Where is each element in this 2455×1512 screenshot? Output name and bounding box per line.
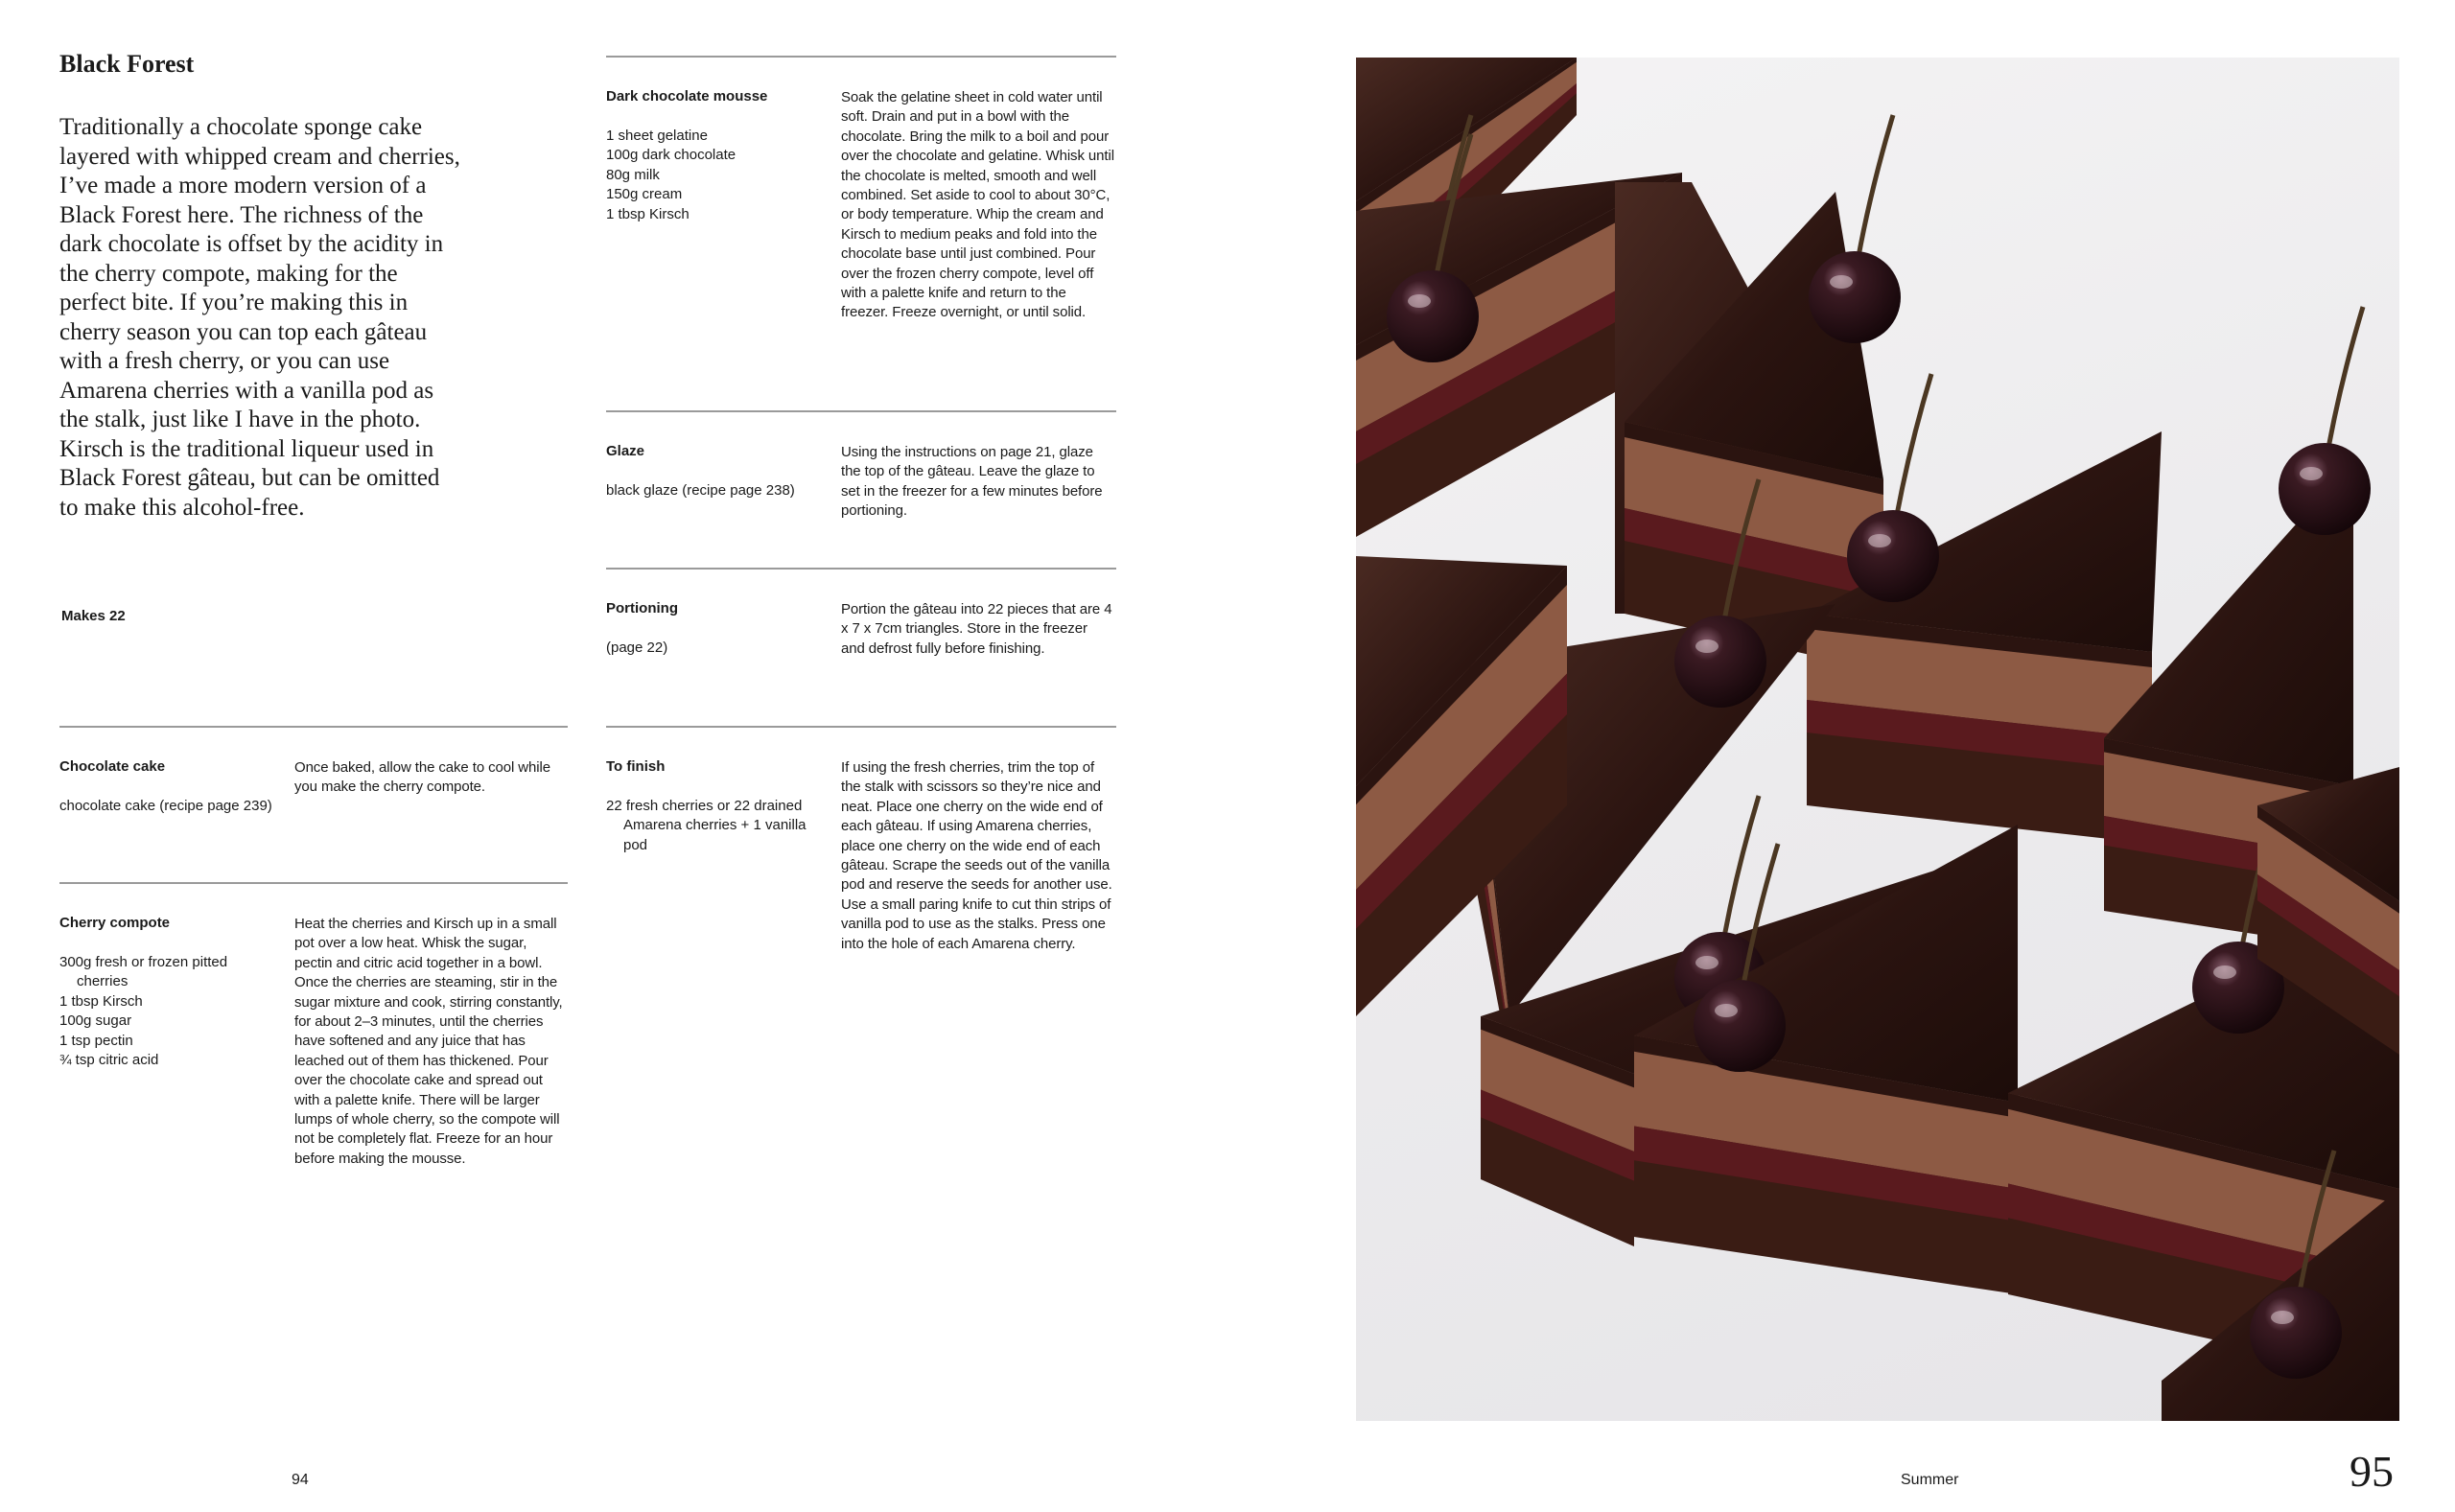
cherry-highlight [1830, 275, 1853, 289]
cherry [1387, 270, 1479, 362]
recipe-yield: Makes 22 [61, 608, 126, 624]
cherry [1847, 510, 1939, 602]
section-divider [59, 882, 568, 884]
ingredient-item: 80g milk [606, 166, 660, 183]
ingredient-item: black glaze (recipe page 238) [606, 482, 795, 499]
ingredient-list [606, 127, 822, 224]
recipe-intro: Traditionally a chocolate sponge cake layered with whipped cream and cherries, I’ve made a more modern version of a Black Forest here. The richness of the dark chocolate is offset by the acidity in the cherry compote, making for the perfect bite. If you’re making this in cherry season you can top each gâteau with a fresh cherry, or you can use Amarena cherries with a vanilla pod as the stalk, just like I have in the photo. Kirsch is the traditional liqueur used in Black Forest gâteau, but can be omitted to make this alcohol-free. [59, 114, 460, 521]
ingredient-list [606, 797, 822, 855]
cherry [1674, 616, 1766, 708]
cherry-highlight [2271, 1311, 2294, 1324]
method-text: Once baked, allow the cake to cool while you make the cherry compote. [294, 759, 550, 796]
ingredient-item: 1 tbsp Kirsch [606, 205, 690, 222]
black-forest-photo [1356, 58, 2399, 1421]
section-label: Cherry compote [59, 915, 171, 931]
cherry-highlight [1408, 294, 1431, 308]
cherry-highlight [2213, 965, 2236, 979]
ingredient-list [606, 639, 822, 658]
section-divider [606, 410, 1116, 412]
page-number-right: 95 [2350, 1447, 2394, 1496]
section-label: Glaze [606, 443, 645, 459]
ingredient-item: 22 fresh cherries or 22 drained Amarena cherries + 1 vanilla pod [606, 798, 807, 853]
ingredient-list [59, 953, 275, 1070]
ingredient-item: 1 tbsp Kirsch [59, 992, 143, 1010]
section-divider [59, 726, 568, 728]
ingredient-item: 1 tsp pectin [59, 1032, 133, 1049]
ingredient-item: chocolate cake (recipe page 239) [59, 798, 272, 814]
cherry-highlight [1695, 956, 1718, 969]
cherry [2279, 443, 2371, 535]
recipe-title: Black Forest [59, 50, 195, 78]
cherry-highlight [1715, 1004, 1738, 1017]
section-divider [606, 568, 1116, 570]
cherry [1809, 251, 1901, 343]
method-text: If using the fresh cherries, trim the top of the stalk with scissors so they’re nice and neat. Place one cherry on the wide end of each gâteau. If using Amarena cherries, place one cherry on the wide end of each gâteau. Scrape the seeds out of the vanilla pod and reserve the seeds for another use. Use a small paring knife to cut thin strips of vanilla pod to use as the stalks. Press one into the hole of each Amarena cherry. [841, 759, 1112, 952]
cherry-highlight [2300, 467, 2323, 480]
ingredient-item: ¾ tsp citric acid [59, 1052, 159, 1069]
ingredient-item: 100g dark chocolate [606, 147, 736, 164]
method-text: Portion the gâteau into 22 pieces that are 4 x 7 x 7cm triangles. Store in the freezer and defrost fully before finishing. [841, 601, 1112, 657]
ingredient-item: 300g fresh or frozen pitted cherries [59, 954, 228, 990]
section-label: Chocolate cake [59, 758, 166, 775]
section-divider [606, 726, 1116, 728]
section-label: Portioning [606, 600, 678, 616]
section-label: To finish [606, 758, 666, 775]
ingredient-item: 1 sheet gelatine [606, 128, 708, 144]
gateau-illustration [1356, 58, 2399, 1421]
section-label: Dark chocolate mousse [606, 88, 768, 105]
ingredient-item: (page 22) [606, 640, 668, 656]
cherry [1694, 980, 1786, 1072]
cherry-highlight [1868, 534, 1891, 547]
section-name: Summer [1901, 1472, 1959, 1488]
ingredient-list [606, 481, 822, 500]
section-divider [606, 56, 1116, 58]
ingredient-item: 100g sugar [59, 1012, 132, 1030]
ingredient-item: 150g cream [606, 186, 683, 203]
page-number-left: 94 [292, 1472, 309, 1488]
cherry [2250, 1287, 2342, 1379]
cherry-highlight [1695, 640, 1718, 653]
method-text: Soak the gelatine sheet in cold water until soft. Drain and put in a bowl with the chocolate. Bring the milk to a boil and pour over the chocolate and gelatine. Whisk until the chocolate is melted, smooth and well combined. Set aside to cool to about 30°C, or body temperature. Whip the cream and Kirsch to medium peaks and fold into the chocolate base until just combined. Pour over the frozen cherry compote, level off with a palette knife and return to the freezer. Freeze overnight, or until solid. [841, 89, 1114, 321]
ingredient-list [59, 797, 275, 816]
method-text: Using the instructions on page 21, glaze the top of the gâteau. Leave the glaze to set in the freezer for a few minutes before portioning. [841, 444, 1103, 520]
method-text: Heat the cherries and Kirsch up in a small pot over a low heat. Whisk the sugar, pectin and citric acid together in a bowl. Once the cherries are steaming, stir in the sugar mixture and cook, stirring constantly, for about 2–3 minutes, until the cherries have softened and any juice that has leached out of them has thickened. Pour over the chocolate cake and spread out with a palette knife. There will be larger lumps of whole cherry, so the compote will not be completely flat. Freeze for an hour before making the mousse. [294, 916, 563, 1167]
